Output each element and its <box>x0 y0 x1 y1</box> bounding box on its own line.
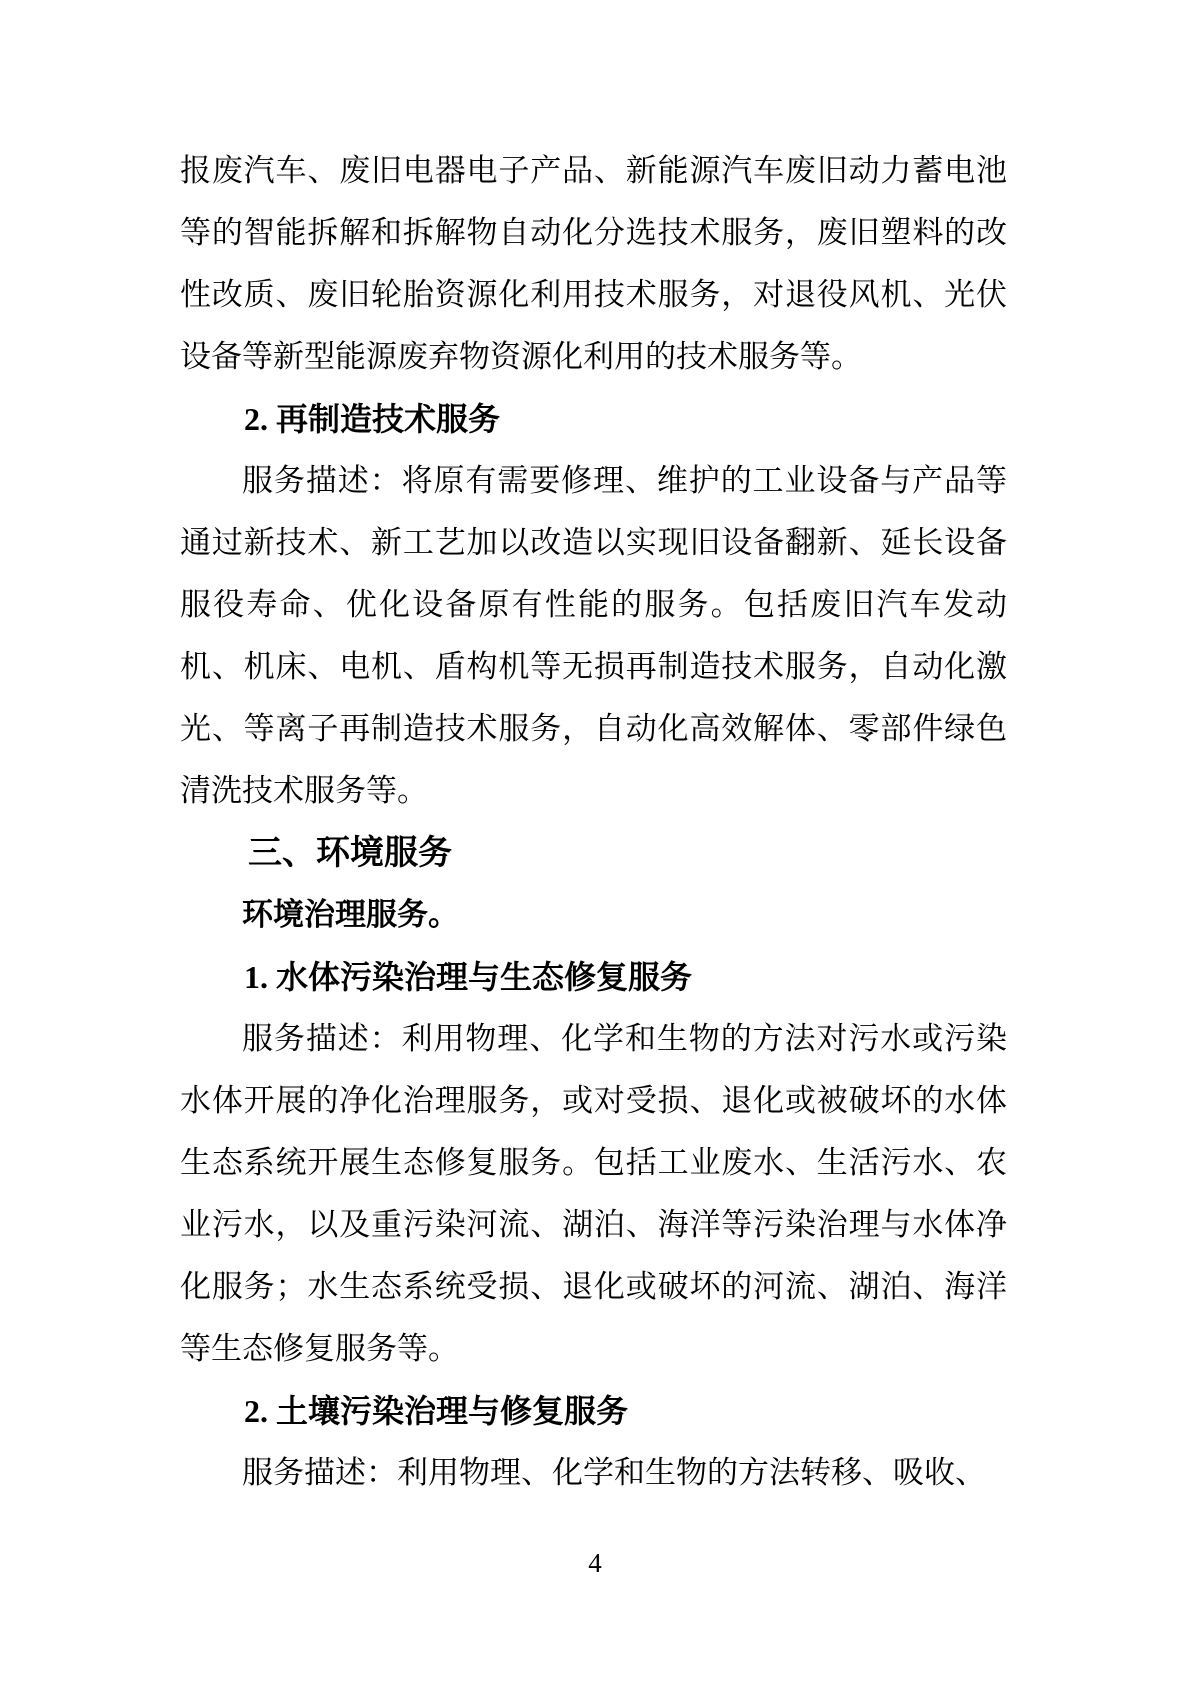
heading-remanufacturing-services: 2. 再制造技术服务 <box>244 401 501 437</box>
bold-paragraph-environment-governance: 环境治理服务。 <box>242 897 459 932</box>
body-paragraph-soil-pollution: 服务描述：利用物理、化学和生物的方法转移、吸收、 <box>242 1455 986 1490</box>
page-footer <box>0 1548 1190 1579</box>
body-paragraph-remanufacturing: 服务描述：将原有需要修理、维护的工业设备与产品等通过新技术、新工艺加以改造以实现旧设备翻新、延长设备服役寿命、优化设备原有性能的服务。包括废旧汽车发动机、机床、电机、盾构机等无损再制造技术服务，自动化激光、等离子再制造技术服务，自动化高效解体、零部件绿色清洗技术服务等。 <box>180 463 1007 808</box>
document-body <box>180 140 1007 1504</box>
heading-water-pollution-services: 1. 水体污染治理与生态修复服务 <box>244 959 693 995</box>
body-paragraph-continuation: 报废汽车、废旧电器电子产品、新能源汽车废旧动力蓄电池等的智能拆解和拆解物自动化分选技术服务，废旧塑料的改性改质、废旧轮胎资源化利用技术服务，对退役风机、光伏设备等新型能源废弃物资源化利用的技术服务等。 <box>180 153 1007 374</box>
section-heading-environment-services: 三、环境服务 <box>248 834 452 872</box>
page-number: 4 <box>588 1548 602 1578</box>
heading-soil-pollution-services: 2. 土壤污染治理与修复服务 <box>244 1393 629 1429</box>
body-paragraph-water-pollution: 服务描述：利用物理、化学和生物的方法对污水或污染水体开展的净化治理服务，或对受损、退化或被破坏的水体生态系统开展生态修复服务。包括工业废水、生活污水、农业污水，以及重污染河流、湖泊、海洋等污染治理与水体净化服务；水生态系统受损、退化或破坏的河流、湖泊、海洋等生态修复服务等。 <box>180 1021 1007 1366</box>
